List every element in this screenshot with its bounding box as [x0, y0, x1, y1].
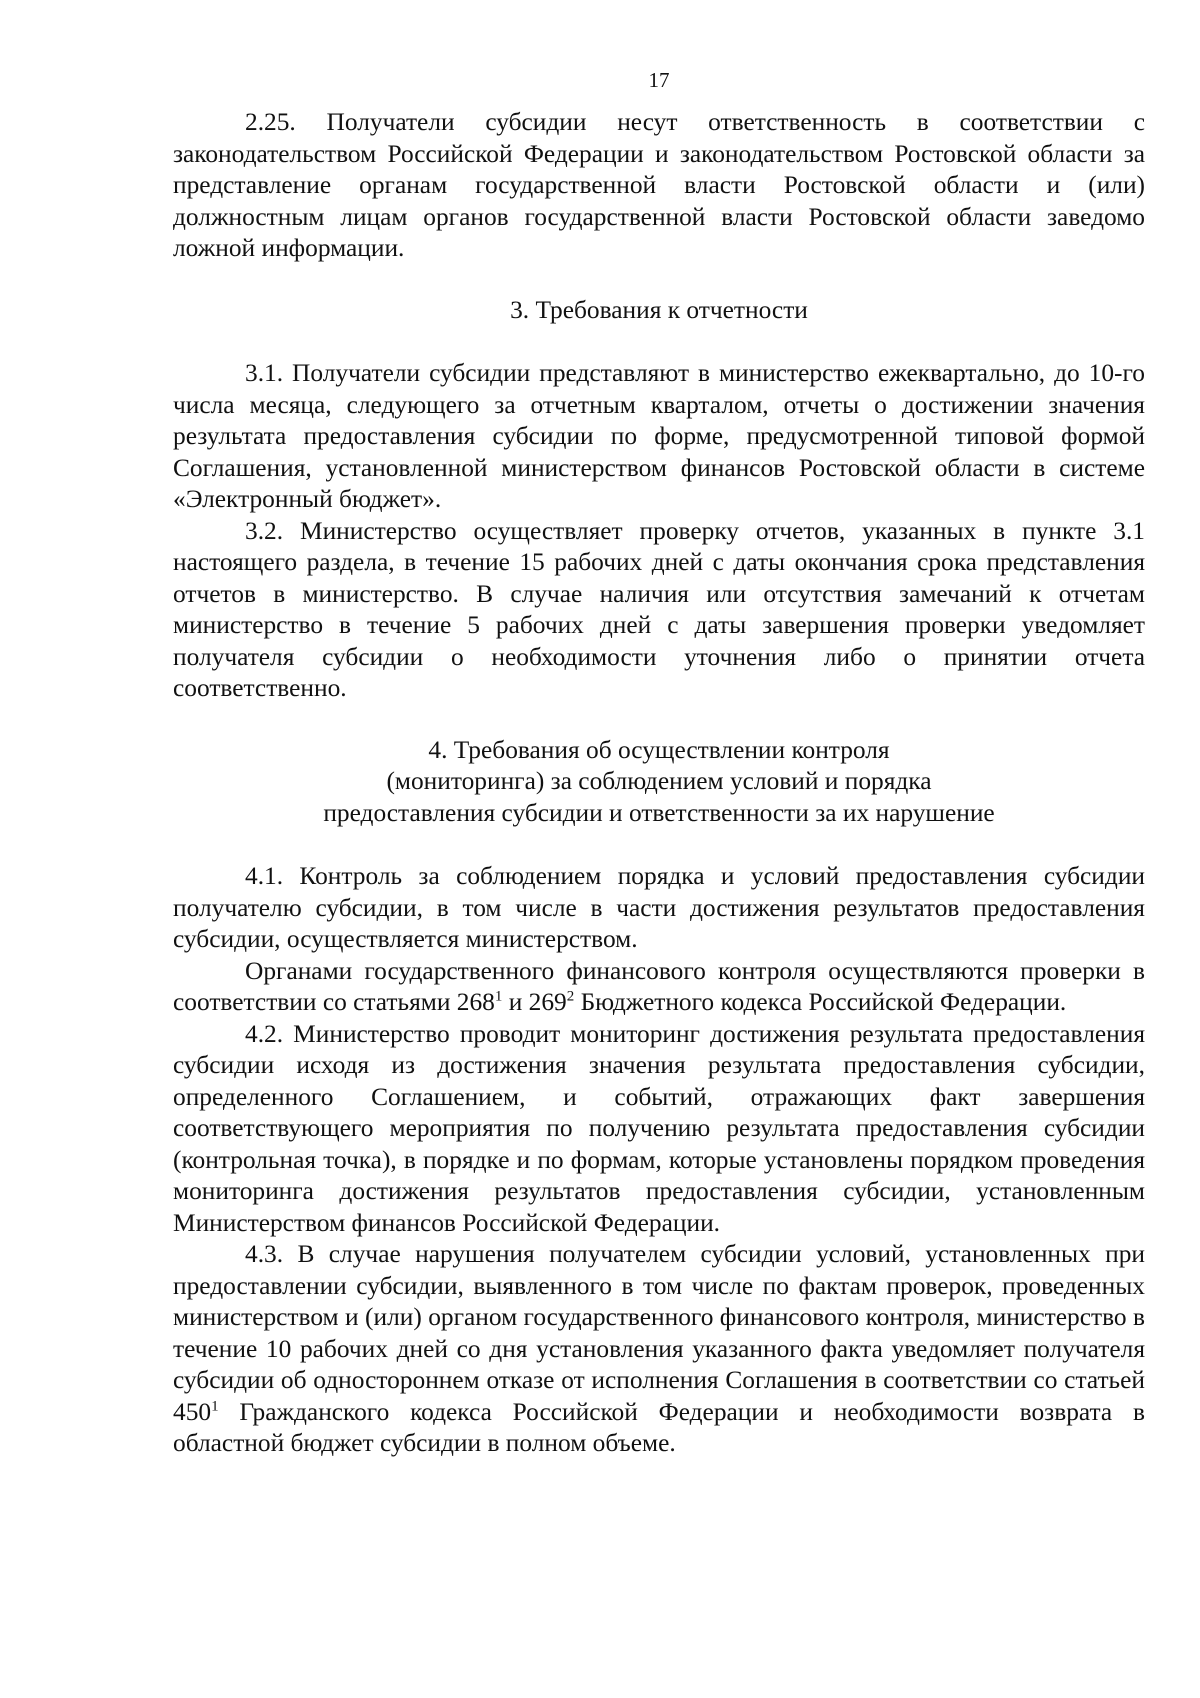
article-269-superscript: 2	[566, 988, 575, 1005]
paragraph-4-1-audit	[173, 956, 1145, 1019]
document-page	[173, 60, 1145, 1460]
article-268-superscript: 1	[494, 988, 503, 1005]
paragraph-3-2: 3.2. Министерство осуществляет проверку отчетов, указанных в пункте 3.1 настоящего раздела, в течение 15 рабочих дней с даты окончания срока представления отчетов в министерство. В случае наличия или отсутствия замечаний к отчетам министерство в течение 5 рабочих дней с даты завершения проверки уведомляет получателя субсидии о необходимости уточнения либо о принятии отчета соответственно.	[173, 516, 1145, 702]
audit-text-part-3: Бюджетного кодекса Российской Федерации.	[574, 988, 1067, 1016]
paragraph-4-2: 4.2. Министерство проводит мониторинг достижения результата предоставления субсидии исходя из достижения значения результата предоставления субсидии, определенного Соглашением, и событий, отражающих факт завершения соответствующего мероприятия по получению результата предоставления субсидии (контрольная точка), в порядке и по формам, которые установлены порядком проведения мониторинга достижения результатов предоставления субсидии, установленным Министерством финансов Российской Федерации.	[173, 1019, 1145, 1237]
section-4-heading-line-1: 4. Требования об осуществлении контроля	[428, 735, 890, 764]
section-3-heading: 3. Требования к отчетности	[510, 295, 808, 324]
article-450-superscript: 1	[211, 1398, 219, 1415]
audit-text-part-1: Органами государственного финансового контроля осуществляются проверки в соответствии со статьями 268	[173, 956, 1145, 1016]
paragraph-4-3-part-1: 4.3. В случае нарушения получателем субсидии условий, установленных при предоставлении субсидии, выявленного в том числе по фактам проверок, проведенных министерством и (или) органом государственного финансового контроля, министерство в течение 10 рабочих дней со дня установления указанного факта уведомляет получателя субсидии об одностороннем отказе от исполнения Соглашения в соответствии со статьей 450	[173, 1240, 1145, 1426]
audit-text-part-2: и 269	[502, 988, 567, 1016]
paragraph-3-1: 3.1. Получатели субсидии представляют в министерство ежеквартально, до 10-го числа месяца, следующего за отчетным кварталом, отчеты о достижении значения результата предоставления субсидии по форме, предусмотренной типовой формой Соглашения, установленной министерством финансов Ростовской области в системе «Электронный бюджет».	[173, 359, 1145, 513]
paragraph-4-1: 4.1. Контроль за соблюдением порядка и условий предоставления субсидии получателю субсидии, в том числе в части достижения результатов предоставления субсидии, осуществляется министерством.	[173, 862, 1145, 953]
paragraph-4-3-part-2: Гражданского кодекса Российской Федерации и необходимости возврата в областной бюджет субсидии в полном объеме.	[173, 1397, 1145, 1457]
section-4-heading-line-3: предоставления субсидии и ответственности за их нарушение	[323, 798, 995, 827]
paragraph-2-25: 2.25. Получатели субсидии несут ответственность в соответствии с законодательством Российской Федерации и законодательством Ростовской области за представление органам государственной власти Ростовской области и (или) должностным лицам органов государственной власти Ростовской области заведомо ложной информации.	[173, 108, 1145, 262]
paragraph-4-3	[173, 1239, 1145, 1460]
section-4-heading	[173, 735, 1145, 830]
section-4-heading-line-2: (мониторинга) за соблюдением условий и порядка	[386, 767, 932, 795]
page-number: 17	[648, 68, 670, 92]
